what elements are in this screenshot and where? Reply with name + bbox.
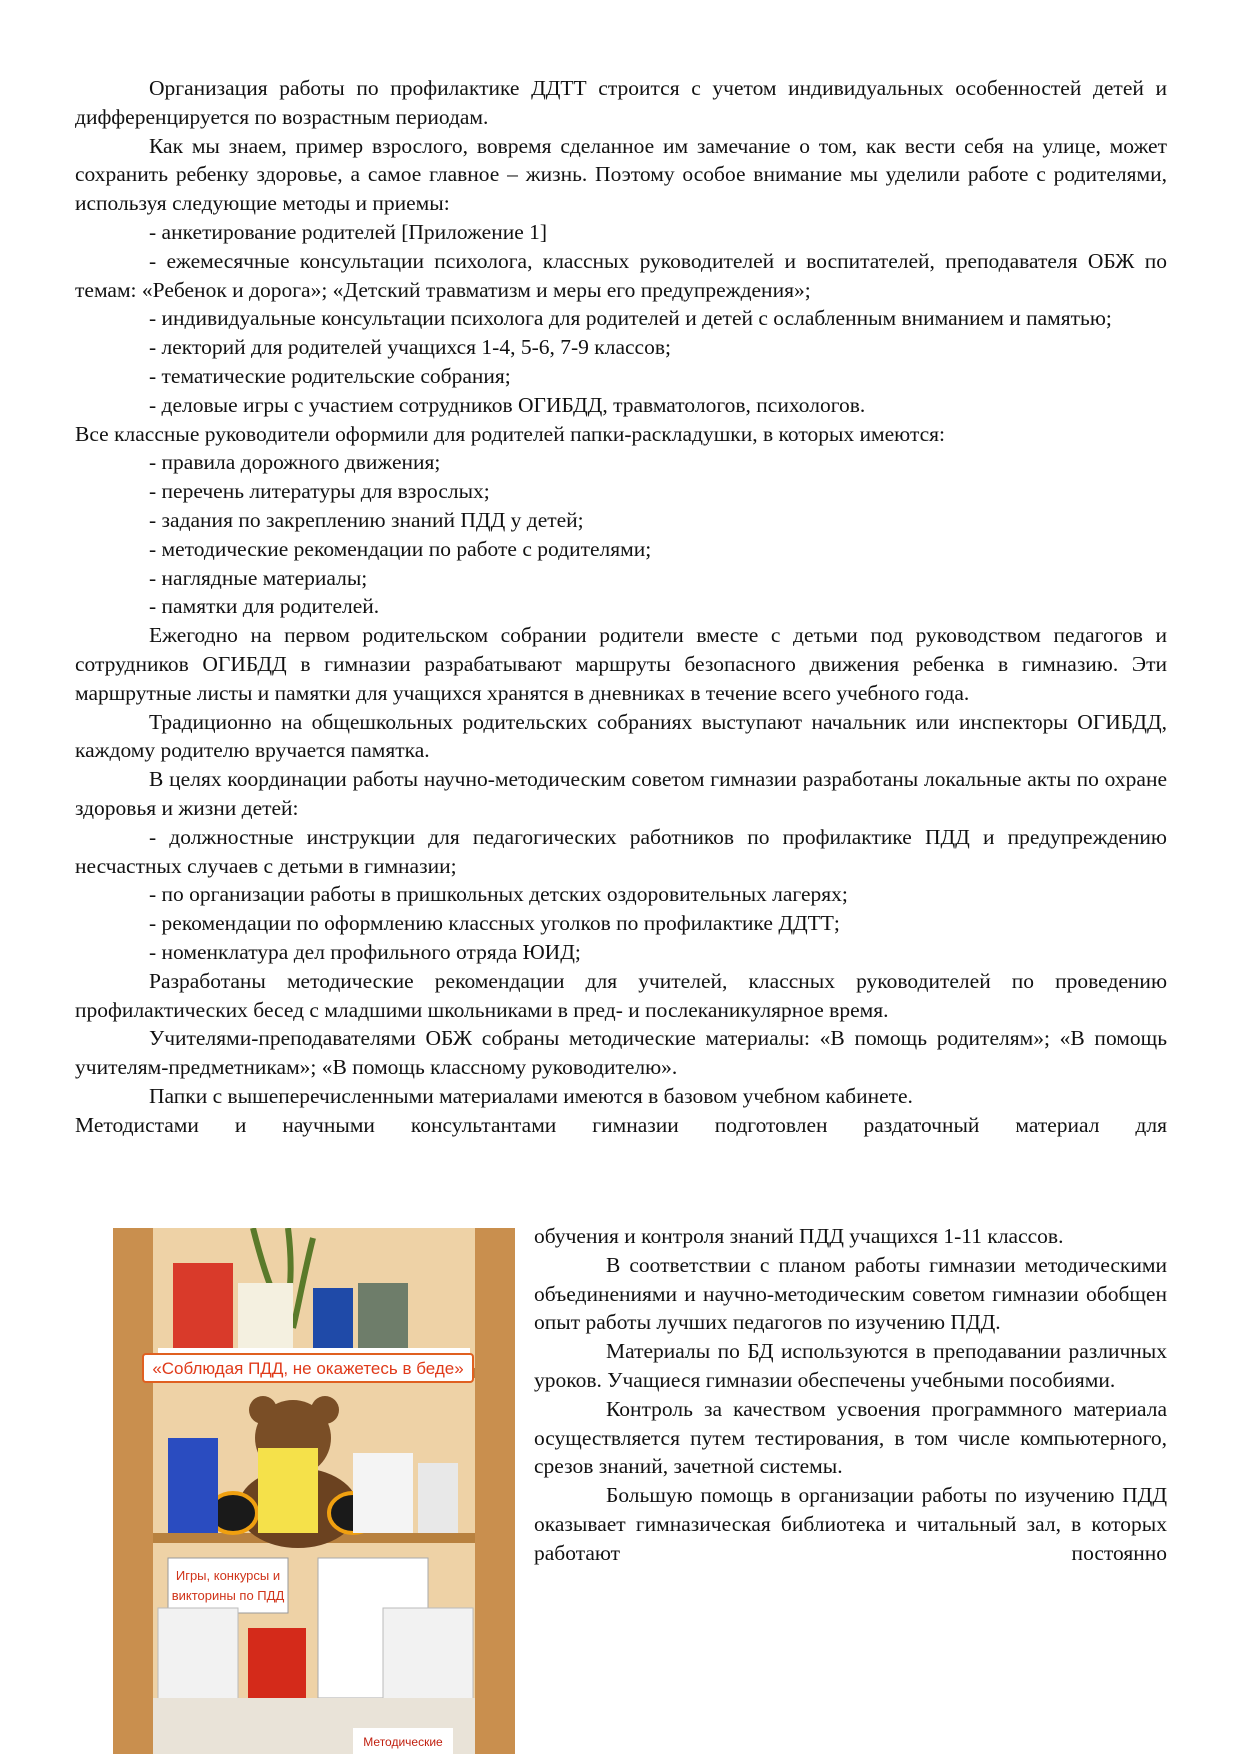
paragraph-folders-intro: Все классные руководители оформили для родителей папки-раскладушки, в которых имеются:: [75, 421, 946, 446]
paragraph-obzh: Учителями-преподавателями ОБЖ собраны методические материалы: «В помощь родителям»; «В помощь учителям-предметникам»; «В помощь классному руководителю».: [75, 1026, 1167, 1080]
paragraph-library: Большую помощь в организации работы по изучению ПДД оказывает гимназическая библиотека и читальный зал, в которых работают постоянно: [534, 1483, 1167, 1565]
list-item: - индивидуальные консультации психолога для родителей и детей с ослабленным вниманием и памятью;: [149, 306, 1112, 331]
list-item: - памятки для родителей.: [149, 594, 380, 619]
banner-text: «Соблюдая ПДД, не окажетесь в беде»: [152, 1359, 464, 1378]
list-item: - по организации работы в пришкольных детских оздоровительных лагерях;: [149, 882, 848, 907]
paragraph-continuation: обучения и контроля знаний ПДД учащихся 1-11 классов.: [534, 1224, 1064, 1248]
paragraph-materials: Материалы по БД используются в преподавании различных уроков. Учащиеся гимназии обеспечены учебными пособиями.: [534, 1339, 1167, 1392]
paragraph-plan: В соответствии с планом работы гимназии методическими объединениями и научно-методическим советом гимназии обобщен опыт работы лучших педагогов по изучению ПДД.: [534, 1252, 1167, 1335]
sign-methodical: Методические: [363, 1735, 443, 1749]
paragraph-tradition: Традиционно на общешкольных родительских собраниях выступают начальник или инспекторы ОГИБДД, каждому родителю вручается памятка.: [75, 709, 1167, 763]
list-item: - номенклатура дел профильного отряда ЮИД;: [149, 939, 581, 964]
list-item: - деловые игры с участием сотрудников ОГИБДД, травматологов, психологов.: [149, 392, 866, 417]
paragraph-coordination: В целях координации работы научно-методическим советом гимназии разработаны локальные акты по охране здоровья и жизни детей:: [75, 767, 1167, 820]
list-item: - методические рекомендации по работе с родителями;: [149, 536, 652, 561]
list-item: - должностные инструкции для педагогических работников по профилактике ПДД и предупреждению несчастных случаев с детьми в гимназии;: [75, 824, 1167, 878]
list-item: - анкетирование родителей [Приложение 1]: [149, 219, 548, 244]
list-item: - ежемесячные консультации психолога, классных руководителей и воспитателей, преподавателя ОБЖ по темам: «Ребенок и дорога»; «Детский травматизм и меры его предупреждения»;: [75, 248, 1167, 302]
bookshelf-illustration: [113, 1228, 515, 1754]
sign-games-line1: Игры, конкурсы и: [175, 1568, 281, 1583]
list-item: - перечень литературы для взрослых;: [149, 479, 490, 504]
list-item: - рекомендации по оформлению классных уголков по профилактике ДДТТ;: [149, 911, 840, 936]
list-item: - лекторий для родителей учащихся 1-4, 5-6, 7-9 классов;: [149, 335, 671, 360]
main-text-column: [75, 74, 1167, 1139]
paragraph-methodists: Методистами и научными консультантами гимназии подготовлен раздаточный материал для: [75, 1112, 1167, 1137]
list-item: - наглядные материалы;: [149, 565, 368, 590]
paragraph-cabinet: Папки с вышеперечисленными материалами имеются в базовом учебном кабинете.: [149, 1083, 913, 1108]
paragraph-recommendations: Разработаны методические рекомендации для учителей, классных руководителей по проведению профилактических бесед с младшими школьниками в пред- и послеканикулярное время.: [75, 968, 1167, 1022]
list-item: - тематические родительские собрания;: [149, 363, 511, 388]
list-item: - правила дорожного движения;: [149, 450, 441, 475]
sign-games-line2: викторины по ПДД: [171, 1588, 285, 1603]
paragraph-intro: Организация работы по профилактике ДДТТ строится с учетом индивидуальных особенностей детей и дифференцируется по возрастным периодам.: [75, 76, 1167, 129]
bookshelf-photo: [113, 1228, 515, 1754]
right-text-column: [534, 1222, 1167, 1568]
list-item: - задания по закреплению знаний ПДД у детей;: [149, 507, 584, 532]
paragraph-parents: Как мы знаем, пример взрослого, вовремя сделанное им замечание о том, как вести себя на улице, может сохранить ребенку здоровье, а самое главное – жизнь. Поэтому особое внимание мы уделили работе с родителями, используя следующие методы и приемы:: [75, 133, 1167, 216]
paragraph-control: Контроль за качеством усвоения программного материала осуществляется путем тестирования, в том числе компьютерного, срезов знаний, зачетной системы.: [534, 1396, 1167, 1479]
paragraph-routes: Ежегодно на первом родительском собрании родители вместе с детьми под руководством педагогов и сотрудников ОГИБДД в гимназии разрабатывают маршруты безопасного движения ребенка в гимназию. Эти маршрутные листы и памятки для учащихся хранятся в дневниках в течение всего учебного года.: [75, 623, 1167, 705]
